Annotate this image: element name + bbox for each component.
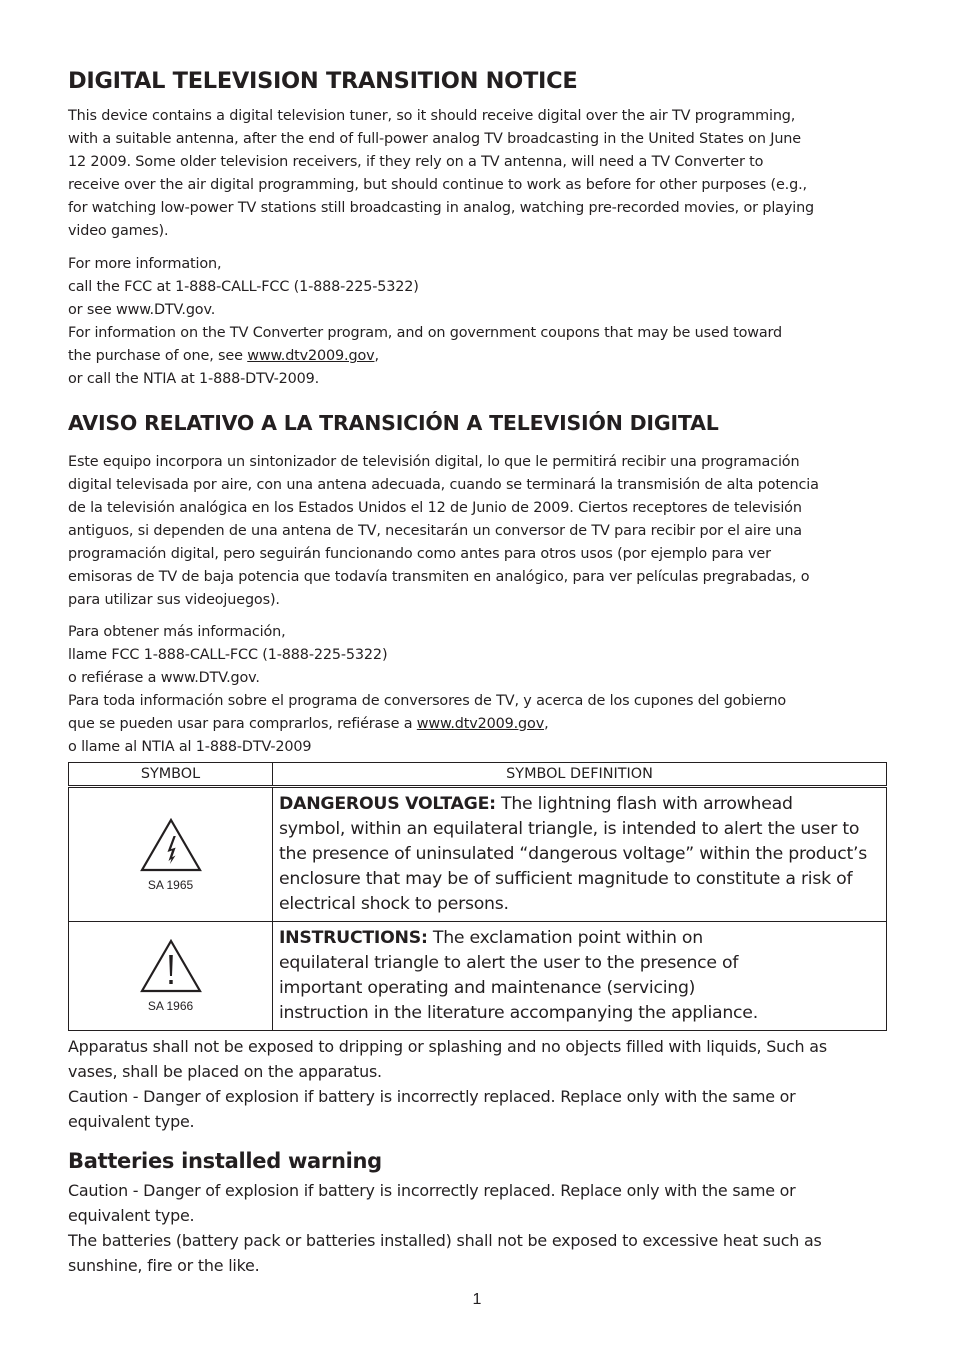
info-text: the purchase of one, see	[68, 348, 248, 364]
notice-es-info	[68, 621, 886, 759]
notice-es-line: emisoras de TV de baja potencia que todavía transmiten en analógico, para ver películas pregrabadas, o	[68, 569, 810, 585]
definition-line: enclosure that may be of sufficient magnitude to constitute a risk of	[279, 869, 853, 889]
info-text: ,	[374, 348, 379, 364]
notice-en-line: with a suitable antenna, after the end of full-power analog TV broadcasting in the United States on June	[68, 131, 801, 147]
notice-en-title: DIGITAL TELEVISION TRANSITION NOTICE	[68, 68, 578, 94]
notice-en-line: 12 2009. Some older television receivers, if they rely on a TV antenna, will need a TV Converter to	[68, 154, 764, 170]
definition-line: important operating and maintenance (servicing)	[279, 978, 696, 998]
definition-text: The exclamation point within on	[427, 928, 703, 948]
notice-es-body	[68, 451, 886, 612]
definition-line: instruction in the literature accompanying the appliance.	[279, 1003, 758, 1023]
battery-line: sunshine, fire or the like.	[68, 1256, 260, 1275]
info-line: llame FCC 1-888-CALL-FCC (1-888-225-5322)	[68, 647, 388, 663]
symbol-cell	[69, 922, 273, 1031]
info-line	[68, 713, 886, 736]
exclamation-warning-icon	[140, 939, 202, 993]
batteries-body	[68, 1178, 886, 1278]
info-line: For more information,	[68, 256, 222, 272]
symbol-column-header: SYMBOL	[69, 763, 273, 786]
notice-en-line: for watching low-power TV stations still broadcasting in analog, watching pre-recorded movies, or playing	[68, 200, 815, 216]
dtv2009-link[interactable]: www.dtv2009.gov	[416, 716, 545, 732]
battery-line: The batteries (battery pack or batteries installed) shall not be exposed to excessive heat such as	[68, 1231, 822, 1250]
definition-column-header: SYMBOL DEFINITION	[273, 763, 887, 786]
notice-es-line: digital televisada por aire, con una antena adecuada, cuando se terminará la transmisión de alta potencia	[68, 477, 819, 493]
notice-es-line: programación digital, pero seguirán funcionando como antes para otros usos (por ejemplo para ver	[68, 546, 771, 562]
caution-line: vases, shall be placed on the apparatus.	[68, 1062, 382, 1081]
info-line: call the FCC at 1-888-CALL-FCC (1-888-225-5322)	[68, 279, 419, 295]
info-text: que se pueden usar para comprarlos, refiérase a	[68, 716, 417, 732]
notice-es-line: antiguos, si dependen de una antena de TV, necesitarán un conversor de TV para recibir por el aire una	[68, 523, 802, 539]
lightning-warning-icon	[140, 818, 202, 872]
notice-en-line: video games).	[68, 223, 169, 239]
definition-line: equilateral triangle to alert the user to the presence of	[279, 953, 739, 973]
table-header-row	[69, 763, 887, 786]
info-line: For information on the TV Converter program, and on government coupons that may be used toward	[68, 325, 783, 341]
battery-line: equivalent type.	[68, 1206, 195, 1225]
info-line: Para toda información sobre el programa de conversores de TV, y acerca de los cupones del gobierno	[68, 693, 787, 709]
notice-es-line: de la televisión analógica en los Estados Unidos el 12 de Junio de 2009. Ciertos receptores de televisión	[68, 500, 802, 516]
caution-line: Caution - Danger of explosion if battery is incorrectly replaced. Replace only with the same or	[68, 1087, 796, 1106]
info-text: ,	[544, 716, 549, 732]
info-line: Para obtener más información,	[68, 624, 286, 640]
notice-en-line: This device contains a digital television tuner, so it should receive digital over the air TV programming,	[68, 108, 796, 124]
cautions-body	[68, 1034, 886, 1134]
symbol-code: SA 1966	[147, 999, 194, 1013]
caution-line: equivalent type.	[68, 1112, 195, 1131]
definition-line: the presence of uninsulated “dangerous voltage” within the product’s	[279, 844, 867, 864]
batteries-title: Batteries installed warning	[68, 1149, 382, 1173]
info-line	[68, 345, 886, 368]
definition-line: electrical shock to persons.	[279, 894, 509, 914]
battery-line: Caution - Danger of explosion if battery is incorrectly replaced. Replace only with the same or	[68, 1181, 796, 1200]
info-line: or see www.DTV.gov.	[68, 302, 216, 318]
definition-text: The lightning flash with arrowhead	[495, 794, 793, 814]
info-line: o llame al NTIA al 1-888-DTV-2009	[68, 739, 312, 755]
dtv2009-link[interactable]: www.dtv2009.gov	[247, 348, 375, 364]
caution-line: Apparatus shall not be exposed to dripping or splashing and no objects filled with liquids, Such as	[68, 1037, 827, 1056]
symbol-code: SA 1965	[147, 877, 194, 892]
notice-es-title: AVISO RELATIVO A LA TRANSICIÓN A TELEVISIÓN DIGITAL	[68, 411, 719, 435]
notice-es-line: para utilizar sus videojuegos).	[68, 592, 280, 608]
symbol-cell	[69, 788, 273, 922]
info-line: or call the NTIA at 1-888-DTV-2009.	[68, 371, 320, 387]
definition-cell	[273, 788, 887, 922]
info-line: o refiérase a www.DTV.gov.	[68, 670, 260, 686]
definition-term: DANGEROUS VOLTAGE:	[279, 794, 496, 814]
notice-es-line: Este equipo incorpora un sintonizador de televisión digital, lo que le permitirá recibir una programación	[68, 454, 800, 470]
definition-line: symbol, within an equilateral triangle, is intended to alert the user to	[279, 819, 860, 839]
symbol-table	[68, 762, 887, 1031]
definition-line	[279, 792, 886, 817]
page-number: 1	[472, 1291, 482, 1308]
definition-term: INSTRUCTIONS:	[279, 928, 428, 948]
table-row	[69, 922, 887, 1031]
definition-line	[279, 926, 886, 951]
symbol-table-wrap	[68, 762, 886, 1031]
definition-cell	[273, 922, 887, 1031]
notice-en-line: receive over the air digital programming, but should continue to work as before for other purposes (e.g.,	[68, 177, 807, 193]
notice-en-body	[68, 105, 886, 243]
notice-en-info	[68, 253, 886, 391]
table-row	[69, 788, 887, 922]
